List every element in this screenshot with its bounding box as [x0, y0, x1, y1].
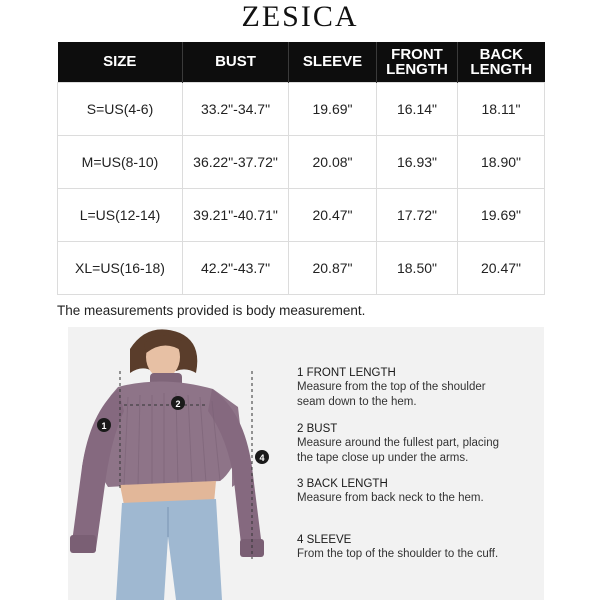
header-size: SIZE — [58, 42, 183, 82]
marker-2-label: 2 — [175, 399, 181, 409]
cell-size: XL=US(16-18) — [58, 241, 183, 294]
guide-title: 4 SLEEVE — [297, 534, 352, 546]
guide-title: 1 FRONT LENGTH — [297, 367, 396, 379]
cell-front-length: 16.93" — [377, 135, 458, 188]
cell-back-length: 20.47" — [458, 241, 545, 294]
table-row — [58, 135, 545, 188]
header-bust: BUST — [183, 42, 289, 82]
cell-bust: 39.21"-40.71" — [183, 188, 289, 241]
guide-back-length — [297, 477, 537, 506]
table-row — [58, 188, 545, 241]
model-jeans — [116, 499, 222, 600]
guide-sleeve — [297, 533, 537, 562]
header-back-length-line1: BACK — [479, 45, 523, 63]
left-cuff — [70, 535, 96, 553]
cell-sleeve: 20.47" — [289, 188, 377, 241]
cell-sleeve: 20.87" — [289, 241, 377, 294]
measurement-note: The measurements provided is body measurement. — [57, 303, 366, 318]
cell-size: M=US(8-10) — [58, 135, 183, 188]
cell-back-length: 18.90" — [458, 135, 545, 188]
header-front-length-line1: FRONT — [391, 45, 443, 63]
header-front-length-line2: LENGTH — [386, 60, 448, 78]
cell-front-length: 17.72" — [377, 188, 458, 241]
cell-bust: 36.22"-37.72" — [183, 135, 289, 188]
guide-desc-line: From the top of the shoulder to the cuff. — [297, 548, 499, 560]
cell-front-length: 18.50" — [377, 241, 458, 294]
marker-1-label: 1 — [101, 421, 107, 431]
guide-title: 3 BACK LENGTH — [297, 478, 388, 490]
table-row — [58, 241, 545, 294]
cell-sleeve: 20.08" — [289, 135, 377, 188]
cell-size: S=US(4-6) — [58, 82, 183, 135]
guide-desc-line: seam down to the hem. — [297, 396, 417, 408]
guide-bust — [297, 422, 537, 466]
cell-bust: 33.2"-34.7" — [183, 82, 289, 135]
cell-back-length: 19.69" — [458, 188, 545, 241]
guide-title: 2 BUST — [297, 423, 338, 435]
cell-bust: 42.2"-43.7" — [183, 241, 289, 294]
marker-4-label: 4 — [259, 453, 265, 463]
guide-desc-line: the tape close up under the arms. — [297, 452, 469, 464]
table-header-row — [58, 42, 545, 82]
guide-desc-line: Measure around the fullest part, placing — [297, 437, 500, 449]
cell-front-length: 16.14" — [377, 82, 458, 135]
header-sleeve: SLEEVE — [289, 42, 377, 82]
cell-sleeve: 19.69" — [289, 82, 377, 135]
guide-desc-line: Measure from back neck to the hem. — [297, 492, 484, 504]
guide-desc-line: Measure from the top of the shoulder — [297, 381, 486, 393]
brand-logo: ZESICA — [241, 0, 359, 33]
header-back-length-line2: LENGTH — [470, 60, 533, 78]
cell-size: L=US(12-14) — [58, 188, 183, 241]
cell-back-length: 18.11" — [458, 82, 545, 135]
header-back-length — [458, 42, 545, 82]
header-front-length — [377, 42, 458, 82]
guide-front-length — [297, 366, 537, 410]
table-row — [58, 82, 545, 135]
size-chart-table — [57, 42, 545, 295]
